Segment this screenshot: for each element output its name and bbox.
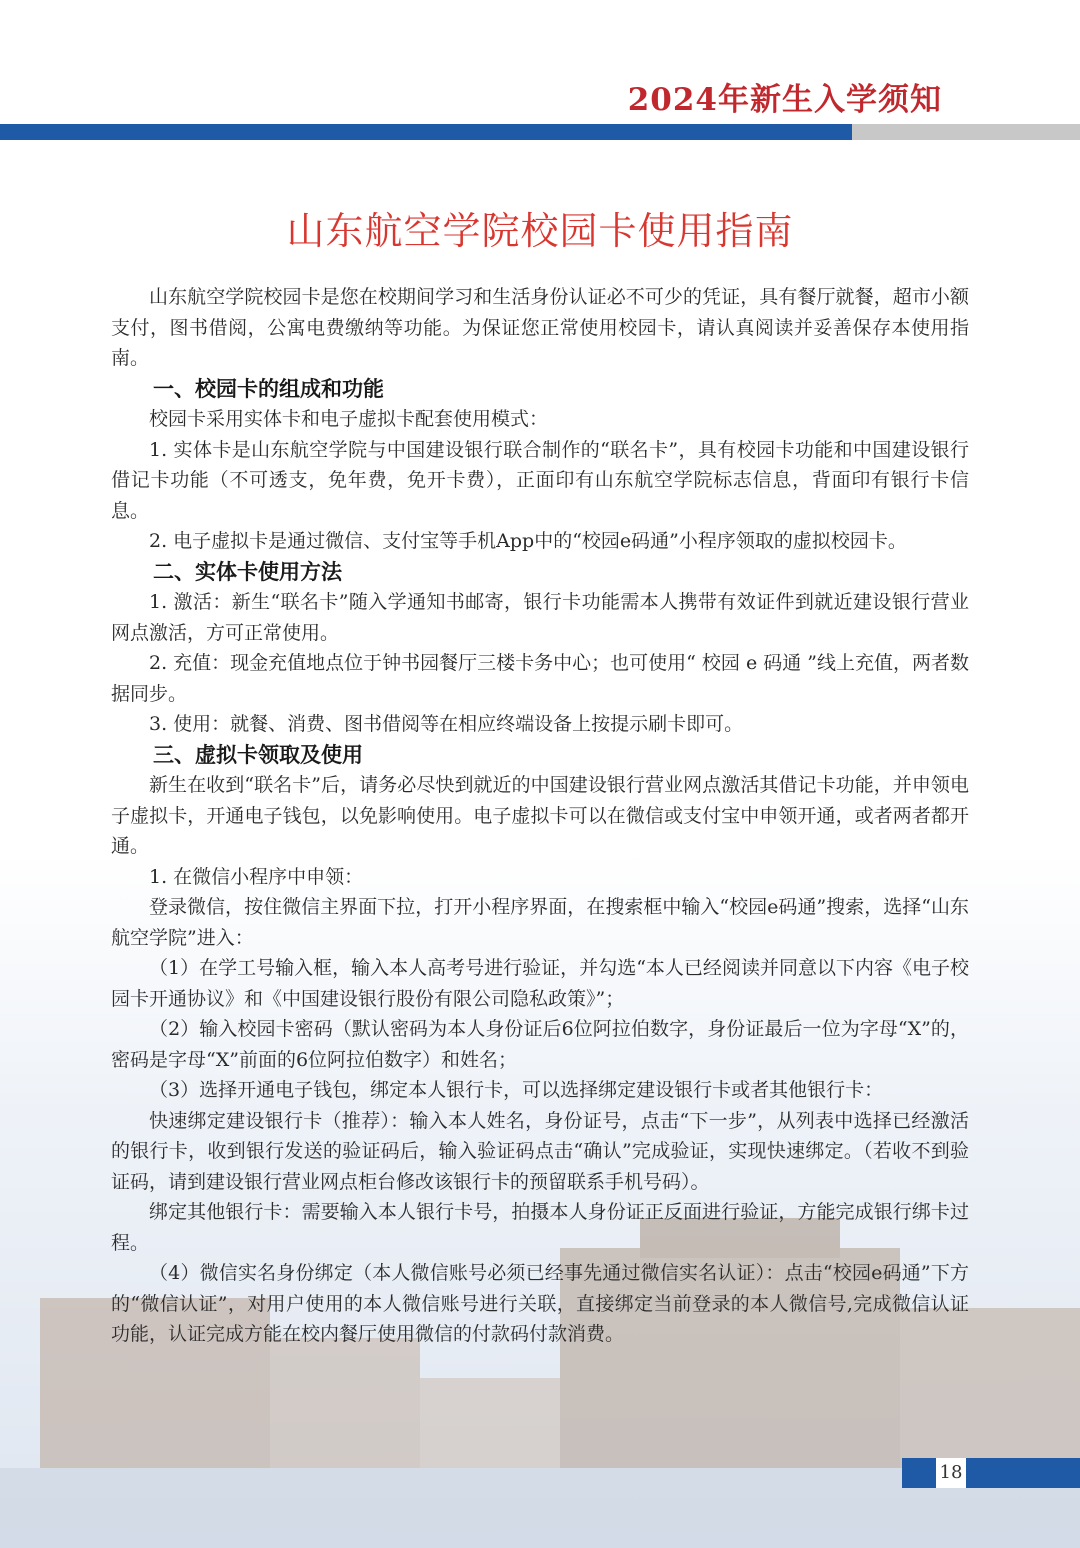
page-title: 山东航空学院校园卡使用指南 [286,209,794,253]
section-3-paragraph: 新生在收到“联名卡”后，请务必尽快到就近的中国建设银行营业网点激活其借记卡功能，并申领电子虚拟卡，开通电子钱包，以免影响使用。电子虚拟卡可以在微信或支付宝中申领开通，或者两者都开通。 [111,774,969,857]
section-2-paragraph: 1. 激活：新生“联名卡”随入学通知书邮寄，银行卡功能需本人携带有效证件到就近建设银行营业网点激活，方可正常使用。 [111,591,969,644]
article-body [111,282,969,1350]
section-1-heading: 一、校园卡的组成和功能 [153,375,384,401]
section-1-paragraph: 校园卡采用实体卡和电子虚拟卡配套使用模式： [149,408,549,430]
section-3-paragraph: （3）选择开通电子钱包，绑定本人银行卡，可以选择绑定建设银行卡或者其他银行卡： [149,1079,884,1101]
page-number: 18 [936,1458,966,1488]
section-1-paragraph: 2. 电子虚拟卡是通过微信、支付宝等手机App中的“校园e码通”小程序领取的虚拟校园卡。 [149,530,907,552]
header-bar-blue [0,124,852,140]
header-title: 2024年新生入学须知 [627,82,942,118]
section-3-paragraph: 绑定其他银行卡：需要输入本人银行卡号，拍摄本人身份证正反面进行验证，方能完成银行绑卡过程。 [111,1201,969,1254]
section-3-paragraph: 快速绑定建设银行卡（推荐）：输入本人姓名，身份证号，点击“下一步”，从列表中选择已经激活的银行卡，收到银行发送的验证码后，输入验证码点击“确认”完成验证，实现快速绑定。（若收不到验证码，请到建设银行营业网点柜台修改该银行卡的预留联系手机号码）。 [111,1109,969,1193]
section-1-paragraph: 1. 实体卡是山东航空学院与中国建设银行联合制作的“联名卡”，具有校园卡功能和中国建设银行借记卡功能（不可透支，免年费，免开卡费），正面印有山东航空学院标志信息，背面印有银行卡信息。 [111,438,969,522]
section-3-paragraph: 登录微信，按住微信主界面下拉，打开小程序界面，在搜索框中输入“校园e码通”搜索，选择“山东航空学院”进入： [111,896,969,949]
section-2-paragraph: 2. 充值：现金充值地点位于钟书园餐厅三楼卡务中心；也可使用“ 校园 e 码通 ”线上充值，两者数据同步。 [111,652,969,705]
footer-bar [968,1458,1080,1488]
section-2-paragraph: 3. 使用：就餐、消费、图书借阅等在相应终端设备上按提示刷卡即可。 [149,713,744,735]
intro-paragraph: 山东航空学院校园卡是您在校期间学习和生活身份认证必不可少的凭证，具有餐厅就餐，超市小额支付，图书借阅，公寓电费缴纳等功能。为保证您正常使用校园卡，请认真阅读并妥善保存本使用指南。 [111,286,969,369]
section-2-heading: 二、实体卡使用方法 [153,558,342,584]
section-3-heading: 三、虚拟卡领取及使用 [153,741,363,767]
section-3-paragraph: （2）输入校园卡密码（默认密码为本人身份证后6位阿拉伯数字，身份证最后一位为字母“X”的，密码是字母“X”前面的6位阿拉伯数字）和姓名； [111,1018,969,1071]
section-3-paragraph: 1. 在微信小程序中申领： [149,865,364,888]
section-3-paragraph: （1）在学工号输入框，输入本人高考号进行验证，并勾选“本人已经阅读并同意以下内容《电子校园卡开通协议》和《中国建设银行股份有限公司隐私政策》”； [111,957,969,1010]
header-bar-gray [852,124,1080,140]
section-3-paragraph: （4）微信实名身份绑定（本人微信账号必须已经事先通过微信实名认证）：点击“校园e码通”下方的“微信认证”，对用户使用的本人微信账号进行关联，直接绑定当前登录的本人微信号,完成微信认证功能，认证完成方能在校内餐厅使用微信的付款码付款消费。 [111,1262,969,1345]
